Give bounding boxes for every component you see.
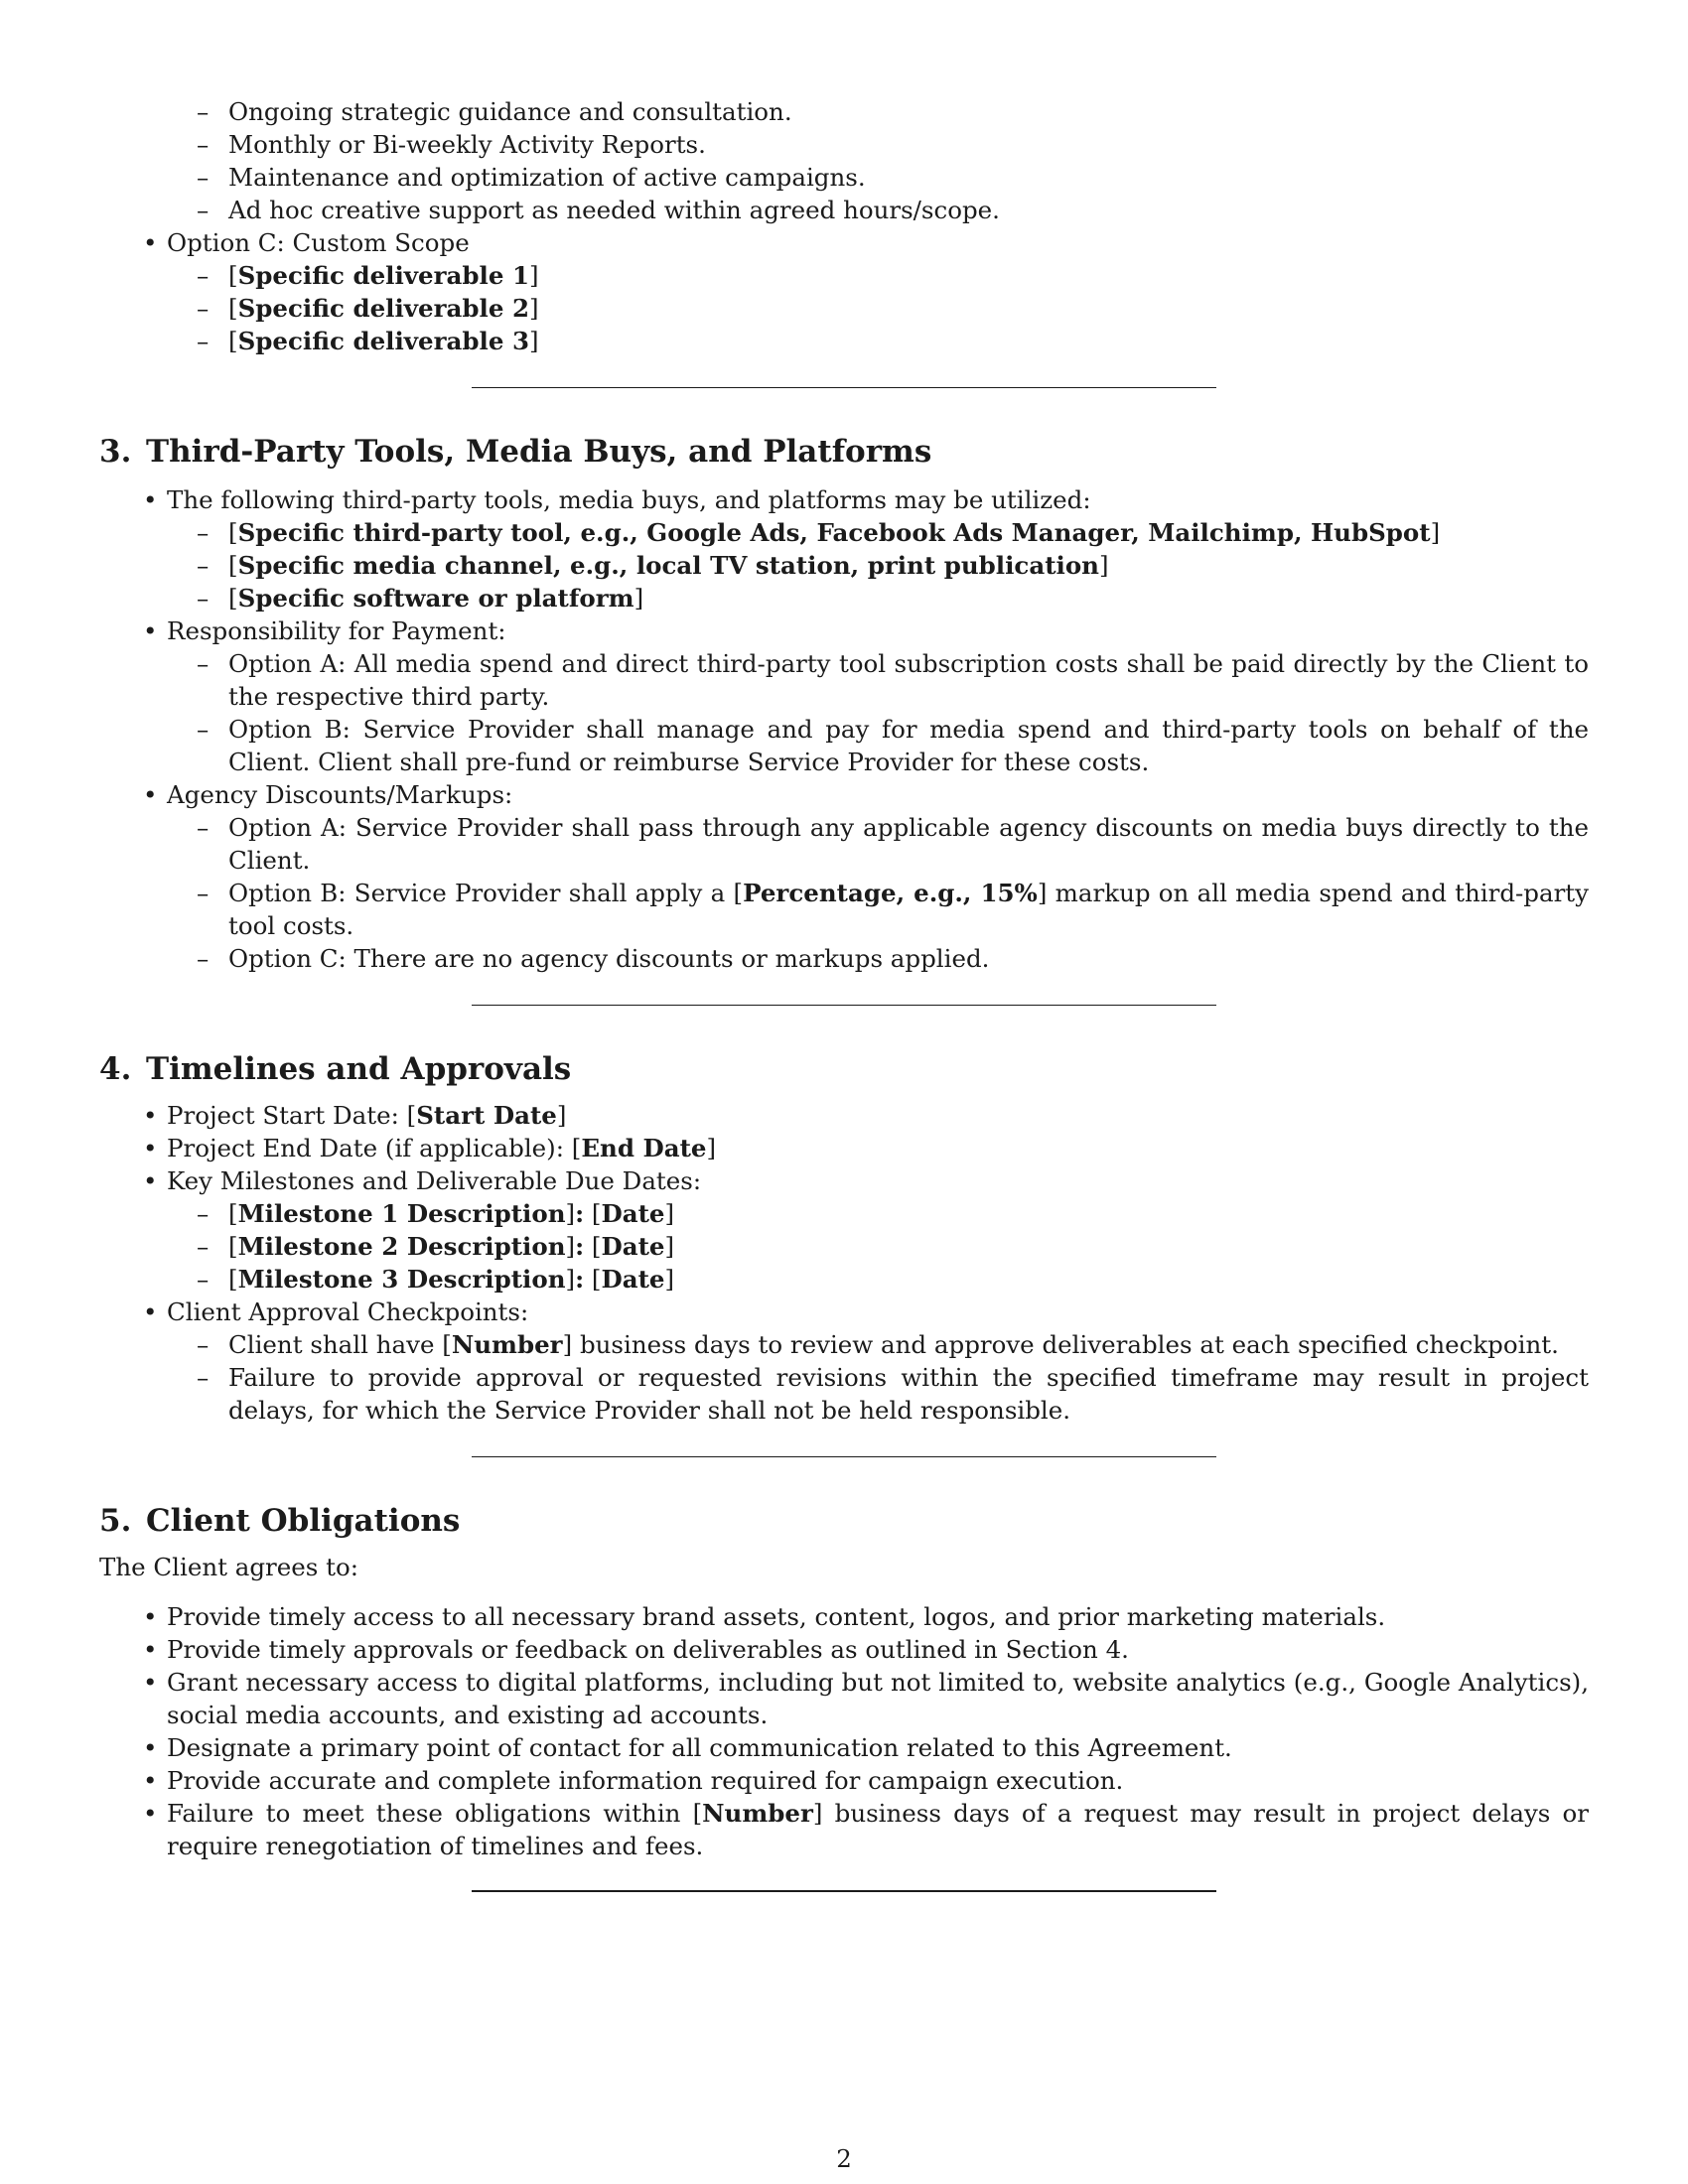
list-item: • Provide timely approvals or feedback on deliverables as outlined in Section 4. (99, 1633, 1589, 1666)
list-item: – Option A: Service Provider shall pass through any applicable agency discounts on media buys directly to the Client. (167, 811, 1589, 877)
section-divider (472, 1005, 1216, 1006)
list-item: • Project End Date (if applicable): [End Date] (99, 1132, 1589, 1164)
page-number: 2 (836, 2144, 852, 2173)
list-item: – [Specific software or platform] (167, 582, 1589, 614)
list-item: – Option B: Service Provider shall manage and pay for media spend and third-party tools on behalf of the Client. Client shall pre-fund or reimburse Service Provider for these costs. (167, 713, 1589, 778)
list-item: – Option B: Service Provider shall apply a [Percentage, e.g., 15%] markup on all media spend and third-party tool costs. (167, 877, 1589, 942)
section-divider (472, 1890, 1216, 1892)
list-item: • Provide timely access to all necessary brand assets, content, logos, and prior marketing materials. (99, 1600, 1589, 1633)
option-c-list (99, 226, 1589, 357)
list-item: – [Specific third-party tool, e.g., Google Ads, Facebook Ads Manager, Mailchimp, HubSpot] (167, 516, 1589, 549)
list-item: • The following third-party tools, media buys, and platforms may be utilized: – [Specific third-party tool, e.g., Google Ads, Facebook Ads Manager, Mailchimp, HubSpot] – [Specific media channel, e.g., local TV station, print publication] – [Specific software or platform] (99, 483, 1589, 614)
section-divider (472, 387, 1216, 388)
list-item: – Option C: There are no agency discounts or markups applied. (167, 942, 1589, 975)
list-item: – [Milestone 1 Description]: [Date] (167, 1197, 1589, 1230)
list-item: – [Milestone 2 Description]: [Date] (167, 1230, 1589, 1263)
list-item (99, 95, 1589, 226)
list-item: • Responsibility for Payment: – Option A: All media spend and direct third-party tool subscription costs shall be paid directly by the Client to the respective third party. – Option B: Service Provider shall manage and pay for media spend and third-party tools on behalf of the Client. Client shall pre-fund or reimburse Service Provider for these costs. (99, 614, 1589, 778)
section-3-list (99, 483, 1589, 975)
scope-list-continued (99, 95, 1589, 226)
list-item: • Designate a primary point of contact for all communication related to this Agreement. (99, 1731, 1589, 1764)
list-item: • Key Milestones and Deliverable Due Dates: – [Milestone 1 Description]: [Date] – [Milestone 2 Description]: [Date] – [Milestone 3 Description]: [Date] (99, 1164, 1589, 1296)
list-item: – Option A: All media spend and direct third-party tool subscription costs shall be paid directly by the Client to the respective third party. (167, 647, 1589, 713)
list-item: – [Specific deliverable 3] (167, 325, 1589, 357)
list-item: – [Milestone 3 Description]: [Date] (167, 1263, 1589, 1296)
list-item: – Ongoing strategic guidance and consultation. (167, 95, 1589, 128)
section-4-heading: 4. Timelines and Approvals (99, 1051, 572, 1087)
section-3-heading: 3. Third-Party Tools, Media Buys, and Platforms (99, 434, 932, 470)
list-item: • Failure to meet these obligations within [Number] business days of a request may result in project delays or require renegotiation of timelines and fees. (99, 1797, 1589, 1862)
option-c-label: Option C: Custom Scope (167, 228, 470, 257)
section-5-heading: 5. Client Obligations (99, 1503, 461, 1539)
list-item: – [Specific deliverable 2] (167, 292, 1589, 325)
section-5-list (99, 1600, 1589, 1862)
list-item (99, 226, 1589, 357)
section-4-list (99, 1099, 1589, 1427)
list-item: – Client shall have [Number] business days to review and approve deliverables at each specified checkpoint. (167, 1328, 1589, 1361)
list-item: • Project Start Date: [Start Date] (99, 1099, 1589, 1132)
list-item: • Agency Discounts/Markups: – Option A: Service Provider shall pass through any applicable agency discounts on media buys directly to the Client. – Option B: Service Provider shall apply a [Percentage, e.g., 15%] markup on all media spend and third-party tool costs. – Option C: There are no agency discounts or markups applied. (99, 778, 1589, 975)
section-divider (472, 1456, 1216, 1457)
list-item: – Failure to provide approval or requested revisions within the specified timeframe may result in project delays, for which the Service Provider shall not be held responsible. (167, 1361, 1589, 1427)
list-item: – Monthly or Bi-weekly Activity Reports. (167, 128, 1589, 161)
list-item: – [Specific deliverable 1] (167, 259, 1589, 292)
list-item: • Provide accurate and complete information required for campaign execution. (99, 1764, 1589, 1797)
section-5-intro: The Client agrees to: (99, 1553, 358, 1581)
list-item: – [Specific media channel, e.g., local TV station, print publication] (167, 549, 1589, 582)
list-item: • Grant necessary access to digital platforms, including but not limited to, website analytics (e.g., Google Analytics), social media accounts, and existing ad accounts. (99, 1666, 1589, 1731)
list-item: – Maintenance and optimization of active campaigns. (167, 161, 1589, 194)
list-item: • Client Approval Checkpoints: – Client shall have [Number] business days to review and approve deliverables at each specified checkpoint. – Failure to provide approval or requested revisions within the specified timeframe may result in project delays, for which the Service Provider shall not be held responsible. (99, 1296, 1589, 1427)
document-page (99, 95, 1589, 1892)
list-item: – Ad hoc creative support as needed within agreed hours/scope. (167, 194, 1589, 226)
